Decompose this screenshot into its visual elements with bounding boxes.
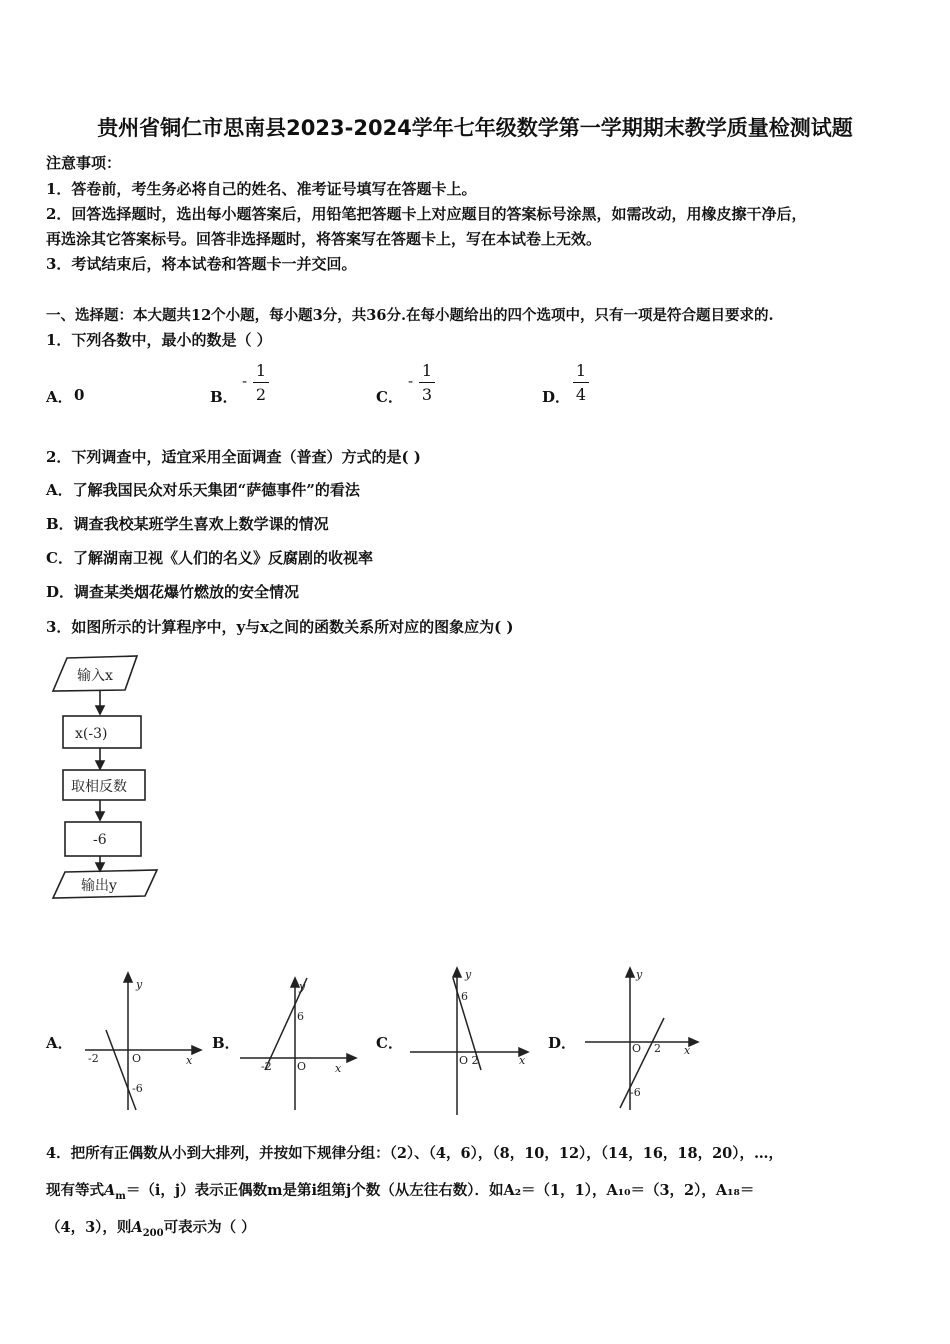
svg-text:y: y [465,968,472,981]
q1-option-a-value: 0 [74,386,85,404]
q3-flowchart [45,650,165,905]
svg-text:2: 2 [654,1042,661,1055]
svg-text:y: y [136,978,143,991]
svg-text:y: y [636,968,643,981]
notice-item-2a: 2．回答选择题时，选出每小题答案后，用铅笔把答题卡上对应题目的答案标号涂黑，如需改动，用橡皮擦干净后， [46,205,807,223]
svg-text:-6: -6 [132,1082,143,1095]
q1-option-b-fraction [253,361,269,404]
svg-text:-2: -2 [261,1060,272,1073]
q1-option-d-denominator: 4 [575,385,587,404]
graph-line [106,1030,136,1110]
q4-line-2-rest: ＝（i，j）表示正偶数m是第i组第j个数（从左往右数）．如A₂＝（1，1），A₁₀＝（3，2），A₁₈＝ [125,1182,755,1199]
q4-a-subscript: m [115,1190,126,1202]
section-1-heading: 一、选择题：本大题共12个小题，每小题3分，共36分.在每小题给出的四个选项中，只有一项是符合题目要求的. [46,307,774,324]
q3-option-a-label: A． [46,1034,73,1052]
svg-text:-6: -6 [630,1086,641,1099]
q1-option-d-numerator: 1 [575,361,587,380]
q1-option-c-label: C． [376,388,403,406]
q3-option-b-label: B． [212,1034,240,1052]
q1-option-d-label: D． [542,388,571,406]
q1-option-c-fraction [419,361,435,404]
q1-option-b-denominator: 2 [255,385,267,404]
q3-graph-d [580,960,705,1120]
q1-stem: 1．下列各数中，最小的数是（ ） [46,331,272,349]
notice-item-2b: 再选涂其它答案标号。回答非选择题时，将答案写在答题卡上，写在本试卷上无效。 [46,230,602,248]
flow-step-4: -6 [93,832,107,848]
q3-graph-c [405,960,535,1120]
q3-stem: 3．如图所示的计算程序中，y与x之间的函数关系所对应的图象应为( ) [46,618,514,636]
notice-item-1: 1．答卷前，考生务必将自己的姓名、准考证号填写在答题卡上。 [46,180,477,198]
q4-line-1: 4．把所有正偶数从小到大排列，并按如下规律分组：（2）、（4，6），（8，10，12），（14，16，18，20），…， [46,1145,784,1162]
svg-text:-2: -2 [88,1052,99,1065]
svg-text:x: x [684,1044,691,1057]
flow-step-5: 输出y [81,878,117,894]
q1-option-c-sign: - [408,372,414,390]
svg-text:6: 6 [297,1010,304,1023]
flow-step-2: x(-3) [75,726,108,742]
q3-option-c-label: C． [376,1034,403,1052]
q2-option-d: D．调查某类烟花爆竹燃放的安全情况 [46,583,300,601]
svg-text:y: y [299,980,306,993]
svg-text:O: O [297,1060,307,1073]
q4-line-3 [46,1216,256,1239]
q3-graph-a [80,970,205,1115]
q1-option-b-numerator: 1 [255,361,267,380]
q4-line-3-prefix: （4，3），则 [46,1219,132,1236]
q2-option-b: B．调查我校某班学生喜欢上数学课的情况 [46,515,329,533]
svg-text:x: x [335,1062,342,1075]
q2-stem: 2．下列调查中，适宜采用全面调查（普查）方式的是( ) [46,448,421,466]
svg-text:O: O [132,1052,142,1065]
q4-a200-subscript: 200 [142,1227,164,1239]
svg-text:x: x [186,1054,193,1067]
q3-option-d-label: D． [548,1034,577,1052]
q1-option-a-label: A． [46,388,73,406]
flow-step-3: 取相反数 [71,779,127,795]
page-title: 贵州省铜仁市思南县2023-2024学年七年级数学第一学期期末教学质量检测试题 [97,116,853,140]
notice-item-3: 3．考试结束后，将本试卷和答题卡一并交回。 [46,255,357,273]
q4-line-3-suffix: 可表示为（ ） [163,1219,256,1236]
svg-text:O: O [632,1042,642,1055]
svg-text:O 2: O 2 [459,1054,479,1067]
q4-a-symbol: A [104,1182,116,1199]
q1-option-b-sign: - [242,372,248,390]
notice-heading: 注意事项： [46,154,122,172]
q3-graph-b [235,970,360,1115]
q1-option-c-denominator: 3 [421,385,433,404]
svg-text:6: 6 [461,990,468,1003]
svg-text:x: x [519,1054,526,1067]
q2-option-c: C．了解湖南卫视《人们的名义》反腐剧的收视率 [46,549,373,567]
q1-option-d-fraction [573,361,589,404]
flow-step-1: 输入x [77,668,113,684]
q1-option-b-label: B． [210,388,238,406]
q4-line-2-prefix: 现有等式 [46,1182,104,1199]
q4-a200-symbol: A [131,1219,143,1236]
graph-line [620,1018,664,1108]
q4-line-2 [46,1179,754,1202]
q1-option-c-numerator: 1 [421,361,433,380]
q2-option-a: A．了解我国民众对乐天集团“萨德事件”的看法 [46,481,360,499]
